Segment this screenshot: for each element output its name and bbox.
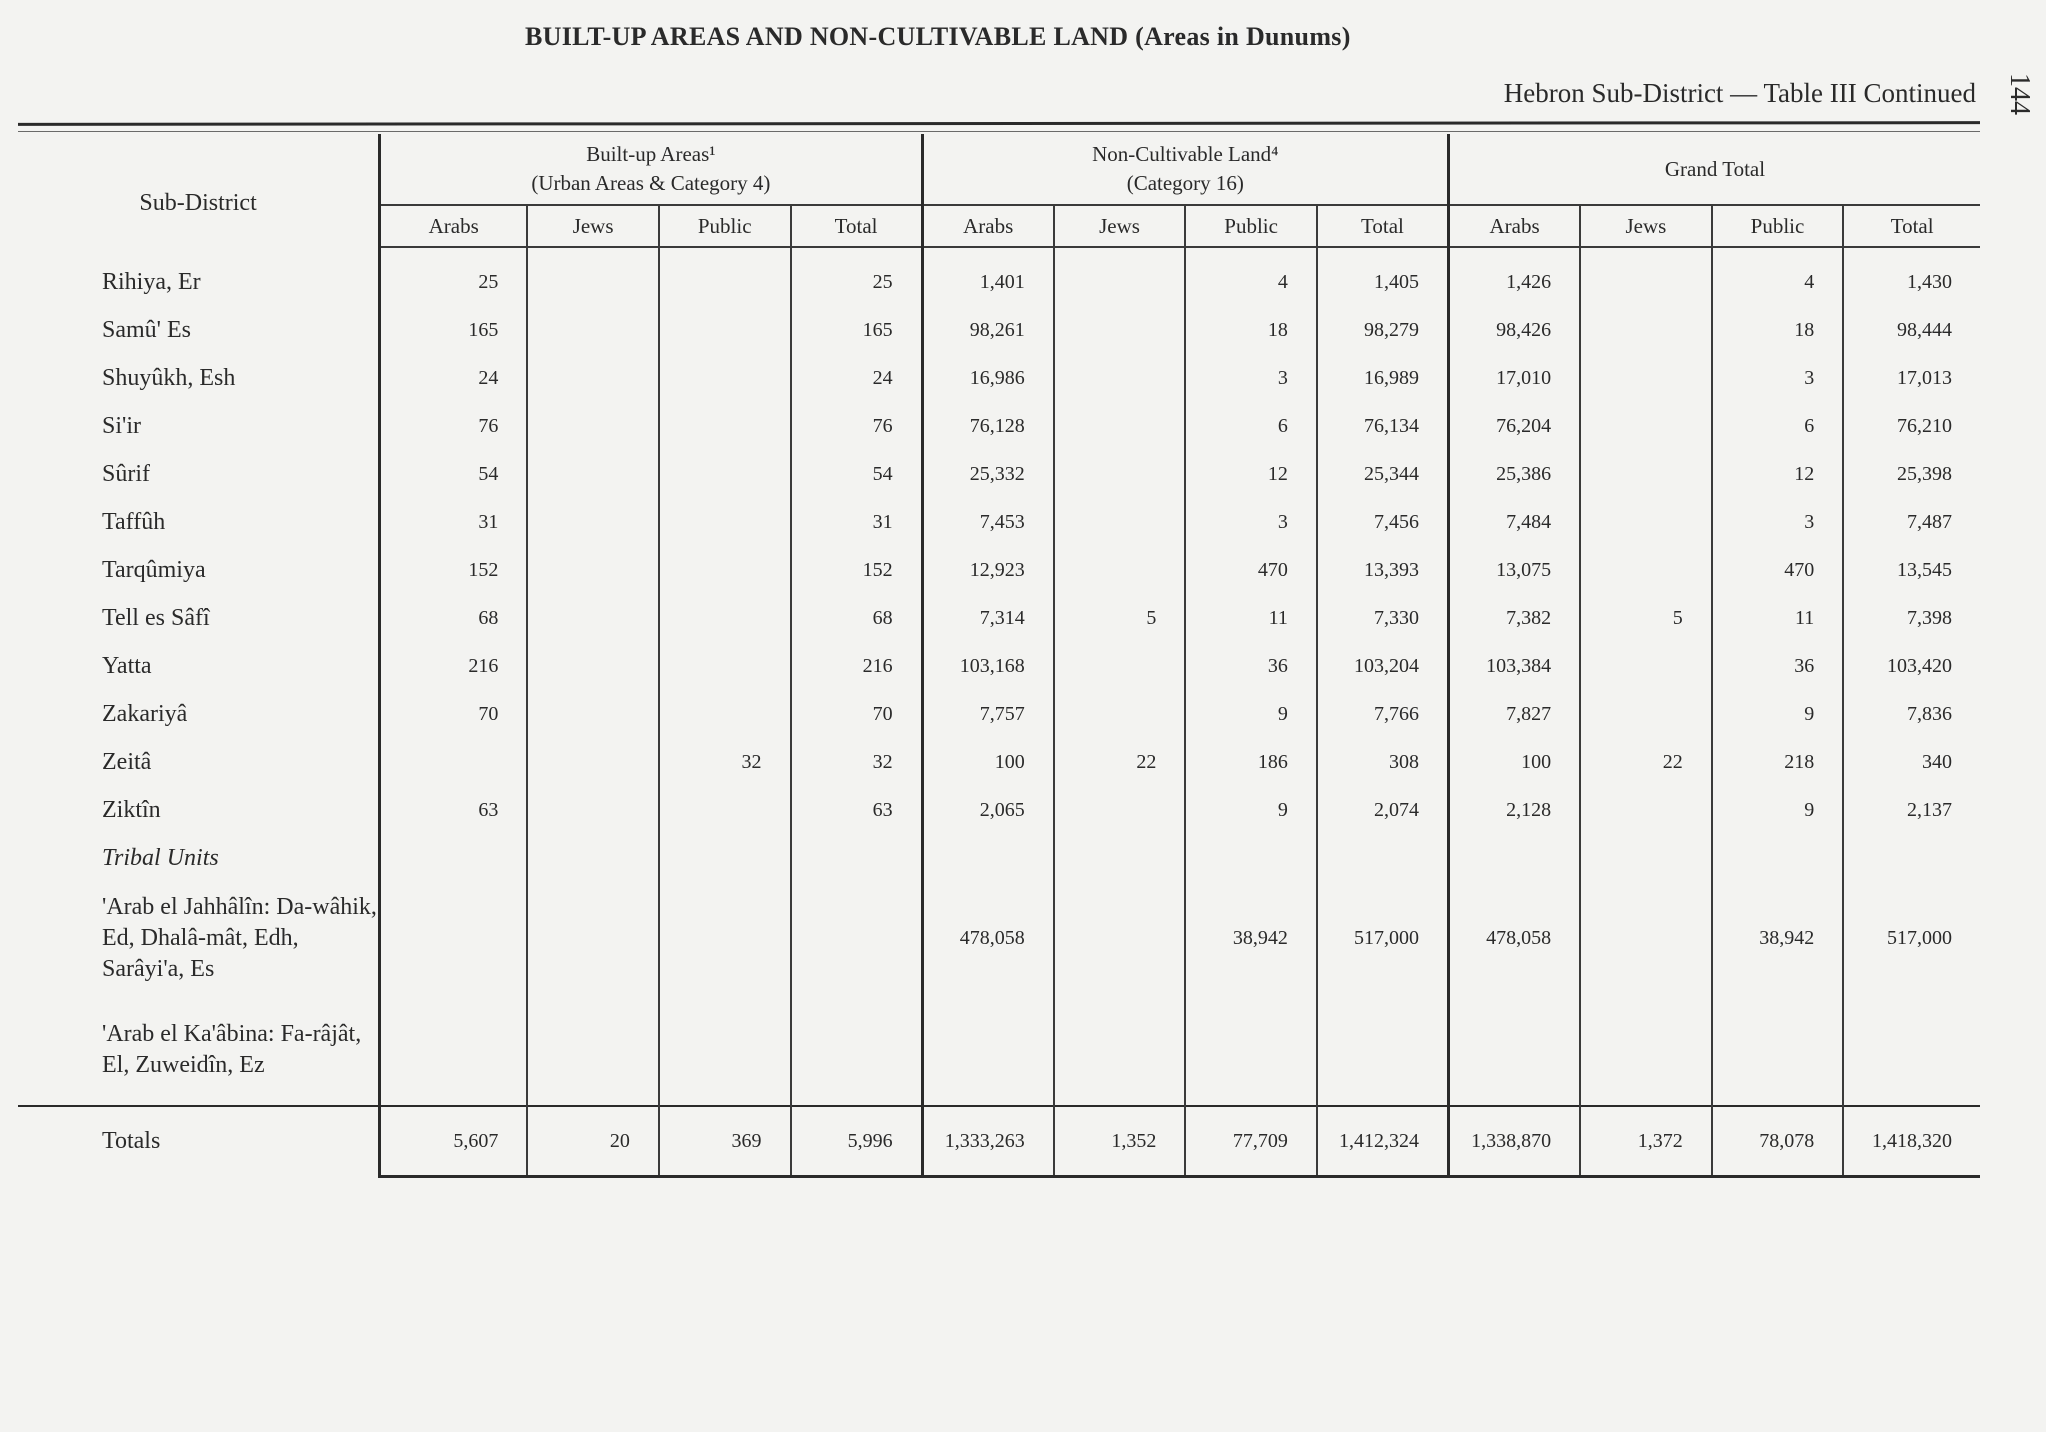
table-cell: 13,545 <box>1843 546 1980 594</box>
totals-label: Totals <box>18 1106 380 1177</box>
table-cell: 18 <box>1185 306 1317 354</box>
table-cell: 9 <box>1185 690 1317 738</box>
table-cell: 340 <box>1843 738 1980 786</box>
table-cell: 1,333,263 <box>922 1106 1054 1177</box>
table-cell: 1,352 <box>1054 1106 1186 1177</box>
column-header: Public <box>1712 205 1844 247</box>
table-cell: 11 <box>1712 594 1844 642</box>
table-cell: 3 <box>1185 354 1317 402</box>
table-cell: 98,426 <box>1449 306 1581 354</box>
table-cell <box>380 882 528 994</box>
table-cell: 7,757 <box>922 690 1054 738</box>
table-cell <box>527 690 659 738</box>
row-label: Zeitâ <box>102 748 152 775</box>
table-cell: 218 <box>1712 738 1844 786</box>
table-cell <box>922 994 1054 1106</box>
table-cell <box>1054 642 1186 690</box>
table-cell: 32 <box>791 738 923 786</box>
table-cell: 63 <box>380 786 528 834</box>
table-cell <box>1712 994 1844 1106</box>
table-cell: 7,398 <box>1843 594 1980 642</box>
table-cell <box>659 258 791 306</box>
table-cell: 1,405 <box>1317 258 1449 306</box>
table-cell: 4 <box>1712 258 1844 306</box>
row-label: Si'ir <box>102 412 141 439</box>
table-cell <box>1580 354 1712 402</box>
row-label: Yatta <box>102 652 152 679</box>
table-cell: 7,330 <box>1317 594 1449 642</box>
table-row <box>18 354 1980 402</box>
column-header: Total <box>1843 205 1980 247</box>
row-label: Tarqûmiya <box>102 556 206 583</box>
table-cell <box>1054 450 1186 498</box>
page-title: BUILT-UP AREAS AND NON-CULTIVABLE LAND (Areas in Dunums) <box>525 22 1351 51</box>
table-cell: 17,013 <box>1843 354 1980 402</box>
table-cell <box>1580 546 1712 594</box>
land-table <box>18 134 1980 1182</box>
row-label: Shuyûkh, Esh <box>102 364 236 391</box>
row-label: Tell es Sâfî <box>102 604 210 631</box>
table-cell: 1,418,320 <box>1843 1106 1980 1177</box>
table-cell: 2,074 <box>1317 786 1449 834</box>
table-cell: 6 <box>1712 402 1844 450</box>
row-label: Zakariyâ <box>102 700 188 727</box>
table-cell: 70 <box>791 690 923 738</box>
table-cell: 36 <box>1712 642 1844 690</box>
table-row <box>18 738 1980 786</box>
table-cell <box>527 738 659 786</box>
row-label: Sûrif <box>102 460 150 487</box>
table-cell: 3 <box>1185 498 1317 546</box>
table-cell: 100 <box>922 738 1054 786</box>
column-header: Public <box>659 205 791 247</box>
table-cell <box>1580 642 1712 690</box>
table-cell <box>527 994 659 1106</box>
table-cell: 152 <box>791 546 923 594</box>
table-cell <box>659 402 791 450</box>
table-cell <box>791 994 923 1106</box>
table-cell: 308 <box>1317 738 1449 786</box>
table-cell: 470 <box>1185 546 1317 594</box>
table-cell: 5,607 <box>380 1106 528 1177</box>
table-row <box>18 450 1980 498</box>
column-header: Total <box>791 205 923 247</box>
table-cell <box>1054 690 1186 738</box>
table-subtitle: Hebron Sub-District — Table III Continued <box>1503 78 1976 108</box>
table-cell: 63 <box>791 786 923 834</box>
table-cell <box>1580 258 1712 306</box>
table-cell: 18 <box>1712 306 1844 354</box>
table-cell: 7,836 <box>1843 690 1980 738</box>
table-cell: 12,923 <box>922 546 1054 594</box>
table-cell: 22 <box>1580 738 1712 786</box>
table-cell: 25,398 <box>1843 450 1980 498</box>
table-row <box>18 258 1980 306</box>
table-cell: 3 <box>1712 354 1844 402</box>
table-row <box>18 642 1980 690</box>
table-cell <box>1580 402 1712 450</box>
table-cell: 1,401 <box>922 258 1054 306</box>
table-cell: 1,412,324 <box>1317 1106 1449 1177</box>
table-row <box>18 786 1980 834</box>
table-cell: 68 <box>380 594 528 642</box>
table-cell: 7,487 <box>1843 498 1980 546</box>
grand-total-group-header: Grand Total <box>1449 134 1981 205</box>
non-cultivable-group-header: Non-Cultivable Land⁴ (Category 16) <box>922 134 1448 205</box>
column-header: Jews <box>1054 205 1186 247</box>
table-cell <box>659 594 791 642</box>
table-cell: 70 <box>380 690 528 738</box>
table-cell <box>659 882 791 994</box>
table-cell <box>527 354 659 402</box>
table-cell: 103,384 <box>1449 642 1581 690</box>
table-cell: 12 <box>1185 450 1317 498</box>
table-cell <box>1054 306 1186 354</box>
table-cell <box>527 642 659 690</box>
table-cell: 32 <box>659 738 791 786</box>
table-cell: 7,827 <box>1449 690 1581 738</box>
table-cell: 25 <box>791 258 923 306</box>
table-cell <box>1054 882 1186 994</box>
table-cell <box>1580 882 1712 994</box>
table-cell <box>527 306 659 354</box>
table-cell <box>659 306 791 354</box>
table-cell: 68 <box>791 594 923 642</box>
column-header: Arabs <box>1449 205 1581 247</box>
table-cell: 98,279 <box>1317 306 1449 354</box>
table-cell <box>1580 786 1712 834</box>
section-label: Tribal Units <box>102 844 219 871</box>
table-cell <box>1054 258 1186 306</box>
table-row <box>18 306 1980 354</box>
table-cell <box>527 786 659 834</box>
table-cell: 12 <box>1712 450 1844 498</box>
table-cell: 478,058 <box>922 882 1054 994</box>
table-cell: 165 <box>791 306 923 354</box>
table-cell: 76,210 <box>1843 402 1980 450</box>
table-cell: 7,766 <box>1317 690 1449 738</box>
table-cell: 103,204 <box>1317 642 1449 690</box>
table-cell: 2,137 <box>1843 786 1980 834</box>
table-cell: 1,426 <box>1449 258 1581 306</box>
table-cell: 98,444 <box>1843 306 1980 354</box>
table-cell <box>659 498 791 546</box>
table-cell: 78,078 <box>1712 1106 1844 1177</box>
table-cell: 25,386 <box>1449 450 1581 498</box>
table-cell: 152 <box>380 546 528 594</box>
table-row <box>18 498 1980 546</box>
tribal-row <box>18 882 1980 994</box>
table-cell: 7,453 <box>922 498 1054 546</box>
table-row <box>18 690 1980 738</box>
table-cell: 103,168 <box>922 642 1054 690</box>
row-label: 'Arab el Ka'âbina: Fa-râjât, El, Zuweidîn, Ez <box>102 1020 362 1078</box>
table-cell: 20 <box>527 1106 659 1177</box>
column-header: Jews <box>1580 205 1712 247</box>
table-cell: 1,338,870 <box>1449 1106 1581 1177</box>
table-cell: 9 <box>1185 786 1317 834</box>
table-cell <box>659 994 791 1106</box>
column-header: Jews <box>527 205 659 247</box>
table-cell: 4 <box>1185 258 1317 306</box>
table-cell: 5 <box>1580 594 1712 642</box>
table-cell: 216 <box>791 642 923 690</box>
table-cell: 478,058 <box>1449 882 1581 994</box>
table-cell <box>1054 354 1186 402</box>
table-row <box>18 594 1980 642</box>
table-cell: 38,942 <box>1712 882 1844 994</box>
table-cell: 5 <box>1054 594 1186 642</box>
table-cell: 216 <box>380 642 528 690</box>
table-cell: 369 <box>659 1106 791 1177</box>
table-cell <box>1580 498 1712 546</box>
table-cell: 11 <box>1185 594 1317 642</box>
table-cell <box>527 546 659 594</box>
table-cell <box>380 738 528 786</box>
table-cell: 6 <box>1185 402 1317 450</box>
table-cell: 38,942 <box>1185 882 1317 994</box>
row-label: Ziktîn <box>102 796 161 823</box>
table-cell: 54 <box>380 450 528 498</box>
table-cell <box>659 642 791 690</box>
table-cell <box>791 882 923 994</box>
table-cell: 7,456 <box>1317 498 1449 546</box>
table-cell: 25,332 <box>922 450 1054 498</box>
table-cell <box>659 450 791 498</box>
table-cell: 25,344 <box>1317 450 1449 498</box>
top-rule-thin <box>18 131 1980 132</box>
row-label: Taffûh <box>102 508 166 535</box>
table-cell: 2,065 <box>922 786 1054 834</box>
table-cell <box>527 450 659 498</box>
table-cell <box>1054 402 1186 450</box>
tribal-row <box>18 994 1980 1106</box>
row-label: 'Arab el Jahhâlîn: Da-wâhik, Ed, Dhalâ-mât, Edh, Sarâyi'a, Es <box>102 893 377 982</box>
table-cell <box>1580 306 1712 354</box>
top-rule <box>18 121 1980 126</box>
table-cell: 7,484 <box>1449 498 1581 546</box>
column-header: Total <box>1317 205 1449 247</box>
table-cell <box>527 258 659 306</box>
table-cell: 9 <box>1712 690 1844 738</box>
table-cell: 2,128 <box>1449 786 1581 834</box>
table-cell <box>1449 994 1581 1106</box>
table-cell <box>1054 546 1186 594</box>
table-cell <box>527 498 659 546</box>
table-cell <box>1580 994 1712 1106</box>
table-cell <box>527 594 659 642</box>
table-cell: 13,393 <box>1317 546 1449 594</box>
table-cell <box>527 402 659 450</box>
table-cell: 7,382 <box>1449 594 1581 642</box>
table-cell: 1,430 <box>1843 258 1980 306</box>
table-cell: 76,204 <box>1449 402 1581 450</box>
table-cell <box>1054 498 1186 546</box>
table-cell: 25 <box>380 258 528 306</box>
table-cell: 31 <box>380 498 528 546</box>
table-cell: 517,000 <box>1317 882 1449 994</box>
table-cell <box>1054 786 1186 834</box>
table-cell <box>380 994 528 1106</box>
table-cell: 22 <box>1054 738 1186 786</box>
table-cell <box>1317 994 1449 1106</box>
table-cell: 5,996 <box>791 1106 923 1177</box>
table-cell: 470 <box>1712 546 1844 594</box>
table-cell: 54 <box>791 450 923 498</box>
table-row <box>18 546 1980 594</box>
table-cell <box>1054 994 1186 1106</box>
table-cell: 76 <box>380 402 528 450</box>
row-label: Rihiya, Er <box>102 268 201 295</box>
sub-district-header: Sub-District <box>139 190 257 216</box>
table-cell: 100 <box>1449 738 1581 786</box>
table-cell: 76 <box>791 402 923 450</box>
table-row <box>18 402 1980 450</box>
built-up-group-header: Built-up Areas¹ (Urban Areas & Category 4) <box>380 134 922 205</box>
table-cell: 16,989 <box>1317 354 1449 402</box>
table-cell: 31 <box>791 498 923 546</box>
table-cell: 103,420 <box>1843 642 1980 690</box>
row-label: Samû' Es <box>102 316 191 343</box>
table-cell: 165 <box>380 306 528 354</box>
table-cell: 1,372 <box>1580 1106 1712 1177</box>
table-cell <box>1185 994 1317 1106</box>
table-cell <box>1580 690 1712 738</box>
table-cell: 36 <box>1185 642 1317 690</box>
page-number: 144 <box>2004 73 2035 115</box>
table-cell <box>527 882 659 994</box>
table-cell <box>659 690 791 738</box>
table-cell <box>1580 450 1712 498</box>
table-cell: 17,010 <box>1449 354 1581 402</box>
table-cell: 3 <box>1712 498 1844 546</box>
table-cell <box>659 546 791 594</box>
column-header: Public <box>1185 205 1317 247</box>
table-cell: 98,261 <box>922 306 1054 354</box>
table-cell <box>659 354 791 402</box>
table-cell: 13,075 <box>1449 546 1581 594</box>
column-header: Arabs <box>922 205 1054 247</box>
table-cell: 24 <box>791 354 923 402</box>
table-cell <box>1843 994 1980 1106</box>
table-cell: 77,709 <box>1185 1106 1317 1177</box>
table-cell: 76,128 <box>922 402 1054 450</box>
table-cell: 9 <box>1712 786 1844 834</box>
table-cell <box>659 786 791 834</box>
table-cell: 517,000 <box>1843 882 1980 994</box>
table-cell: 7,314 <box>922 594 1054 642</box>
table-cell: 16,986 <box>922 354 1054 402</box>
totals-row <box>18 1106 1980 1177</box>
table-cell: 24 <box>380 354 528 402</box>
table-cell: 186 <box>1185 738 1317 786</box>
column-header: Arabs <box>380 205 528 247</box>
table-cell: 76,134 <box>1317 402 1449 450</box>
